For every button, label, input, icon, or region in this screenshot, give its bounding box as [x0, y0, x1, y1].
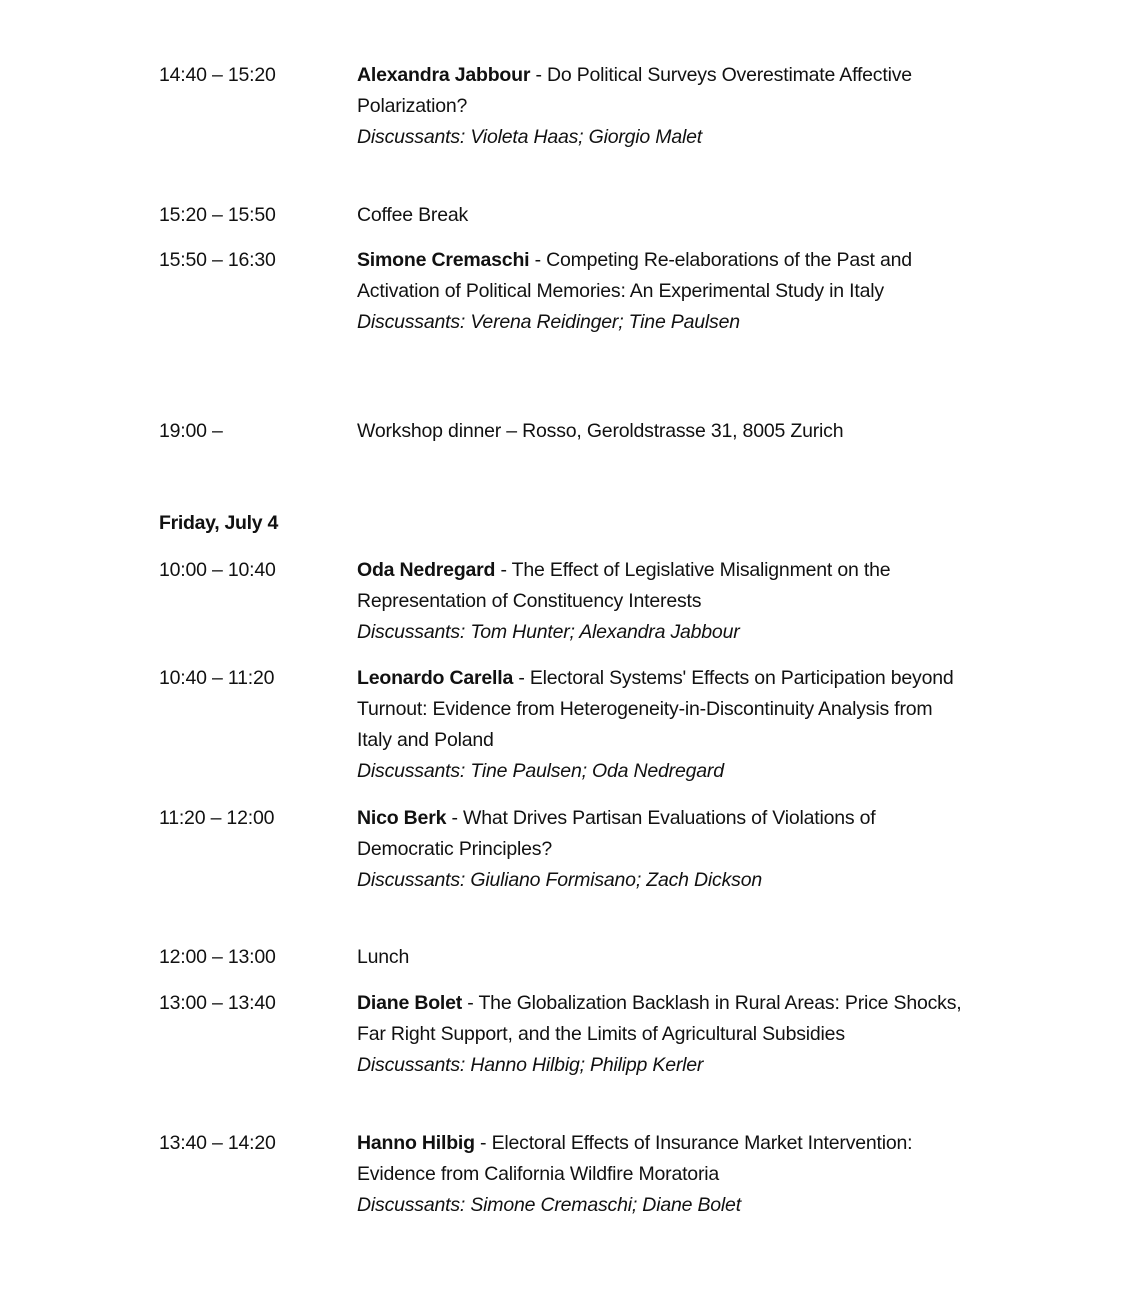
speaker-name: Alexandra Jabbour: [357, 64, 531, 86]
entry-content: [357, 245, 972, 338]
entry-time: 13:40 – 14:20: [159, 1132, 276, 1154]
talk-title: Electoral Systems' Effects on Participation beyond Turnout: Evidence from Heterogeneity-in-Discontinuity Analysis from Italy and Poland: [357, 667, 954, 751]
discussants: Discussants: Hanno Hilbig; Philipp Kerler: [357, 1054, 704, 1076]
entry-time: 15:20 – 15:50: [159, 204, 276, 226]
entry-time: 19:00 –: [159, 420, 223, 442]
speaker-name: Hanno Hilbig: [357, 1132, 475, 1154]
talk-title: Electoral Effects of Insurance Market Intervention: Evidence from California Wildfire Moratoria: [357, 1132, 913, 1185]
separator: -: [462, 992, 479, 1014]
entry-content: [357, 988, 972, 1081]
entry-time: 11:20 – 12:00: [159, 807, 275, 829]
entry-content: [357, 663, 972, 787]
separator: -: [474, 1132, 492, 1154]
day-heading: Friday, July 4: [159, 512, 278, 534]
discussants: Discussants: Simone Cremaschi; Diane Bolet: [357, 1194, 741, 1216]
entry-time: 15:50 – 16:30: [159, 249, 276, 271]
entry-label: Coffee Break: [357, 204, 469, 226]
entry-content: [357, 803, 972, 896]
separator: -: [513, 667, 530, 689]
entry-time: 14:40 – 15:20: [159, 64, 276, 86]
entry-content: [357, 555, 972, 648]
speaker-name: Leonardo Carella: [357, 667, 514, 689]
separator: -: [495, 559, 512, 581]
discussants: Discussants: Tine Paulsen; Oda Nedregard: [357, 760, 724, 782]
discussants: Discussants: Tom Hunter; Alexandra Jabbour: [357, 621, 740, 643]
separator: -: [446, 807, 463, 829]
discussants: Discussants: Giuliano Formisano; Zach Dickson: [357, 869, 762, 891]
separator: -: [530, 64, 547, 86]
entry-time: 10:00 – 10:40: [159, 559, 276, 581]
discussants: Discussants: Violeta Haas; Giorgio Malet: [357, 126, 702, 148]
speaker-name: Diane Bolet: [357, 992, 463, 1014]
talk-title: Competing Re-elaborations of the Past and Activation of Political Memories: An Experimental Study in Italy: [357, 249, 912, 302]
talk-title: What Drives Partisan Evaluations of Violations of Democratic Principles?: [357, 807, 876, 860]
talk-title: The Effect of Legislative Misalignment on the Representation of Constituency Interests: [357, 559, 891, 612]
entry-time: 10:40 – 11:20: [159, 667, 275, 689]
entry-label: Workshop dinner – Rosso, Geroldstrasse 31, 8005 Zurich: [357, 420, 844, 442]
speaker-name: Nico Berk: [357, 807, 447, 829]
separator: -: [529, 249, 547, 271]
discussants: Discussants: Verena Reidinger; Tine Paulsen: [357, 311, 740, 333]
entry-label: Lunch: [357, 946, 410, 968]
speaker-name: Simone Cremaschi: [357, 249, 530, 271]
talk-title: The Globalization Backlash in Rural Areas: Price Shocks, Far Right Support, and the Limits of Agricultural Subsidies: [357, 992, 962, 1045]
entry-content: [357, 1128, 972, 1221]
entry-time: 12:00 – 13:00: [159, 946, 276, 968]
talk-title: Do Political Surveys Overestimate Affective Polarization?: [357, 64, 912, 117]
entry-time: 13:00 – 13:40: [159, 992, 276, 1014]
speaker-name: Oda Nedregard: [357, 559, 496, 581]
entry-content: [357, 60, 972, 153]
